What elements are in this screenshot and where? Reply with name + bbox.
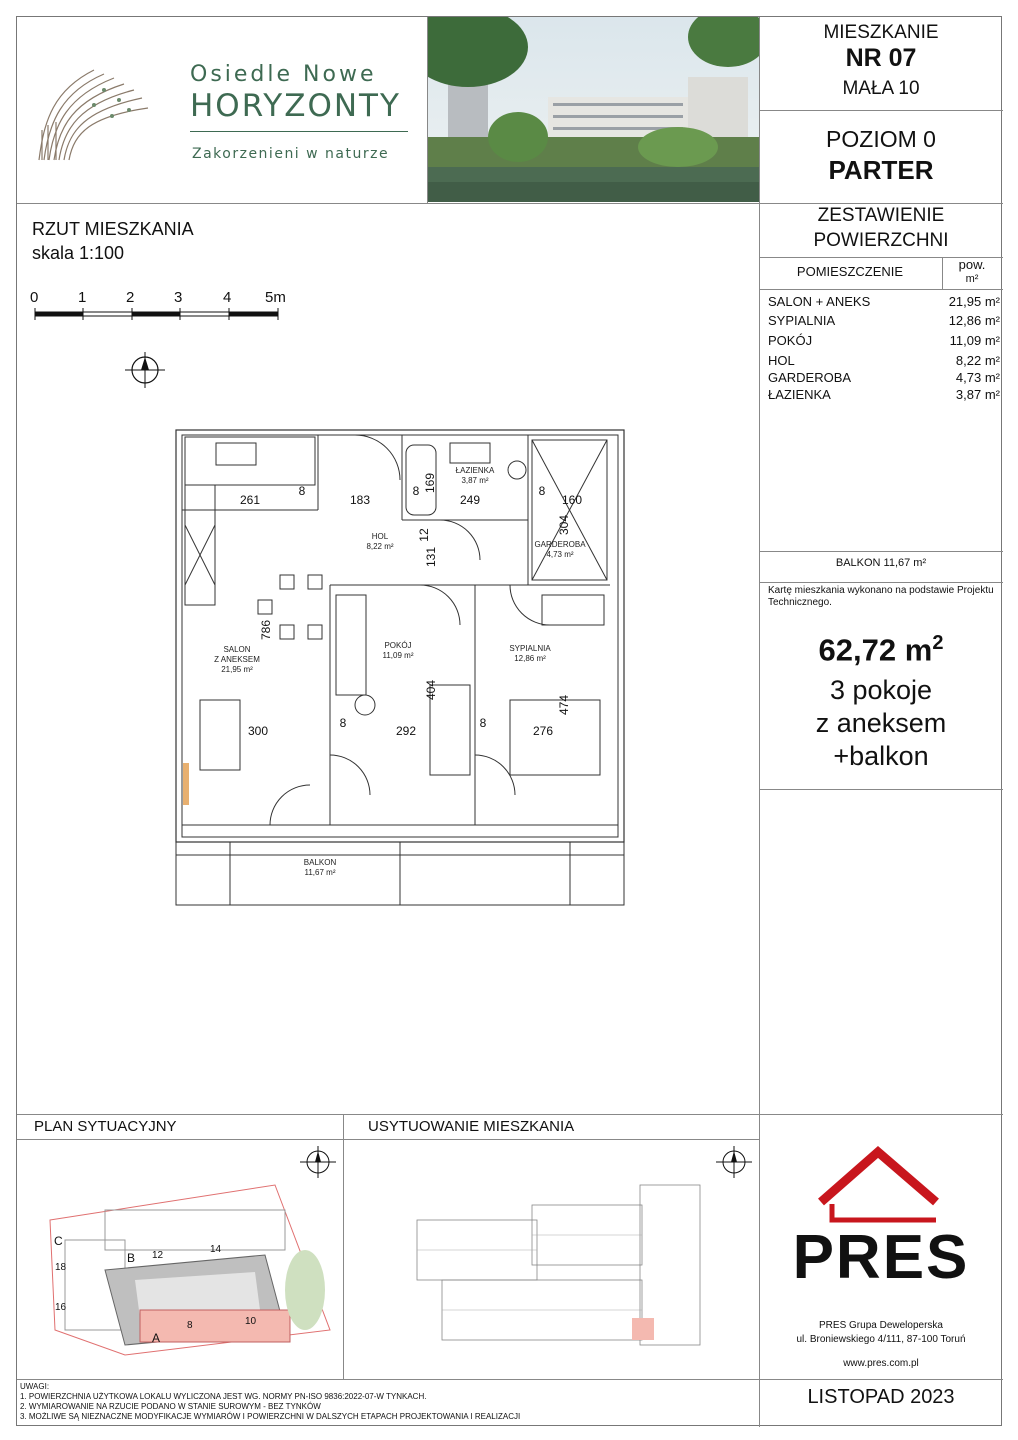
room-area-label: 11,09 m² bbox=[382, 651, 414, 660]
room-name: GARDEROBA bbox=[768, 370, 852, 385]
room-area: 4,73 m² bbox=[955, 370, 1000, 385]
dimension-label: 474 bbox=[557, 694, 571, 716]
note-item: 3. MOŻLIWE SĄ NIEZNACZNE MODYFIKACJE WYMIARÓW I POWIERZCHNI W DALSZYCH ETAPACH PROJEKTOWANIA I REALIZACJI bbox=[20, 1412, 521, 1421]
areas-title-line2: POWIERZCHNI bbox=[813, 230, 949, 251]
apartment-location-plan bbox=[412, 1180, 712, 1350]
divider bbox=[759, 110, 1003, 111]
dimension-label: 292 bbox=[395, 724, 417, 738]
scale-tick-label: 3 bbox=[174, 289, 183, 306]
floor-plan bbox=[170, 425, 630, 910]
dimension-label: 8 bbox=[339, 716, 347, 730]
divider bbox=[759, 203, 1003, 204]
notes-title: UWAGI: bbox=[20, 1382, 50, 1391]
column-area-header: pow. bbox=[958, 257, 986, 272]
room-name: SYPIALNIA bbox=[768, 313, 836, 328]
plan-title: RZUT MIESZKANIA bbox=[32, 219, 194, 239]
situation-plan-map bbox=[45, 1180, 335, 1360]
building-label: C bbox=[54, 1234, 63, 1248]
column-room-header: POMIESZCZENIE bbox=[796, 264, 904, 279]
north-arrow-icon bbox=[125, 352, 165, 388]
dimension-label: 261 bbox=[239, 493, 261, 507]
plan-outer-wall bbox=[176, 430, 624, 842]
tree-logo-icon bbox=[34, 60, 154, 165]
logo-underline bbox=[190, 131, 408, 132]
room-area-label: 3,87 m² bbox=[461, 476, 489, 485]
divider bbox=[759, 582, 1003, 583]
room-area-label: 21,95 m² bbox=[221, 665, 253, 674]
dimension-label: 169 bbox=[423, 472, 437, 494]
divider bbox=[759, 289, 1003, 290]
building-label: 16 bbox=[55, 1302, 67, 1313]
dimension-label: 8 bbox=[479, 716, 487, 730]
dimension-label: 304 bbox=[557, 514, 571, 536]
areas-title-line1: ZESTAWIENIE bbox=[817, 205, 945, 226]
pres-wordmark: PRES bbox=[792, 1223, 970, 1292]
building-label: 14 bbox=[210, 1244, 222, 1255]
note-item: 2. WYMIAROWANIE NA RZUCIE PODANO W STANIE SUROWYM - BEZ TYNKÓW bbox=[20, 1402, 321, 1411]
apartment-street: MAŁA 10 bbox=[842, 78, 920, 99]
room-name-label: SYPIALNIA bbox=[509, 644, 551, 653]
scale-tick-label: 2 bbox=[126, 289, 135, 306]
total-superscript: 2 bbox=[932, 632, 944, 654]
rooms-summary-line2: z aneksem bbox=[815, 708, 947, 738]
room-area: 21,95 m² bbox=[948, 294, 1000, 309]
rooms-summary-line3: +balkon bbox=[833, 741, 929, 771]
room-name-label: BALKON bbox=[303, 858, 337, 867]
dimension-label: 183 bbox=[349, 493, 371, 507]
divider bbox=[17, 1139, 759, 1140]
building-label: A bbox=[152, 1331, 161, 1345]
header-divider bbox=[17, 203, 759, 204]
scale-tick-label: 5m bbox=[265, 289, 286, 306]
footer-divider bbox=[17, 1114, 1003, 1115]
room-area: 3,87 m² bbox=[955, 387, 1000, 402]
building-label: B bbox=[127, 1251, 136, 1265]
scale-bar-graphic bbox=[32, 308, 282, 322]
room-area-label: 12,86 m² bbox=[514, 654, 546, 663]
north-arrow-icon bbox=[716, 1146, 752, 1178]
divider bbox=[17, 1379, 1003, 1380]
dimension-label: 8 bbox=[538, 484, 546, 498]
dimension-label: 131 bbox=[424, 546, 438, 568]
divider bbox=[759, 789, 1003, 790]
room-name-label: ŁAZIENKA bbox=[455, 466, 495, 475]
building-label: 10 bbox=[245, 1316, 257, 1327]
apartment-label: MIESZKANIE bbox=[823, 22, 939, 43]
logo-tagline: Zakorzenieni w naturze bbox=[192, 146, 390, 162]
location-title: USYTUOWANIE MIESZKANIA bbox=[368, 1118, 575, 1135]
rooms-summary-line1: 3 pokoje bbox=[829, 675, 933, 705]
total-value: 62,72 m bbox=[818, 632, 933, 668]
dimension-label: 12 bbox=[417, 528, 431, 542]
dimension-label: 786 bbox=[259, 619, 273, 641]
logo-line2: HORYZONTY bbox=[190, 88, 401, 124]
level-label: POZIOM 0 bbox=[826, 126, 936, 152]
dimension-label: 160 bbox=[561, 493, 583, 507]
logo-line1: Osiedle Nowe bbox=[190, 62, 377, 87]
apartment-number: NR 07 bbox=[845, 44, 917, 72]
room-name-label: GARDEROBA bbox=[534, 540, 586, 549]
room-name-label: POKÓJ bbox=[384, 641, 412, 650]
scale-tick-label: 1 bbox=[78, 289, 87, 306]
building-label: 12 bbox=[152, 1250, 164, 1261]
dimension-label: 276 bbox=[532, 724, 554, 738]
note-text: Kartę mieszkania wykonano na podstawie Projektu Technicznego. bbox=[768, 585, 994, 608]
room-name: HOL bbox=[768, 353, 795, 368]
company-name: PRES Grupa Deweloperska bbox=[819, 1320, 943, 1331]
dimension-label: 8 bbox=[298, 484, 306, 498]
room-area: 8,22 m² bbox=[955, 353, 1000, 368]
company-address: ul. Broniewskiego 4/111, 87-100 Toruń bbox=[796, 1334, 966, 1345]
room-name: ŁAZIENKA bbox=[768, 387, 831, 402]
room-area-label: 4,73 m² bbox=[546, 550, 574, 559]
room-area-label: 8,22 m² bbox=[366, 542, 394, 551]
north-arrow-icon bbox=[300, 1146, 336, 1178]
room-name: SALON + ANEKS bbox=[768, 294, 871, 309]
room-area: 12,86 m² bbox=[948, 313, 1000, 328]
note-item: 1. POWIERZCHNIA UŻYTKOWA LOKALU WYLICZONA JEST WG. NORMY PN-ISO 9836:2022-07-W TYNKACH. bbox=[20, 1392, 427, 1401]
plan-scale: skala 1:100 bbox=[32, 243, 125, 263]
divider bbox=[343, 1114, 344, 1379]
divider bbox=[759, 551, 1003, 552]
total-area bbox=[759, 632, 1003, 668]
floor-label: PARTER bbox=[828, 155, 934, 185]
dimension-label: 404 bbox=[424, 679, 438, 701]
situation-plan-title: PLAN SYTUACYJNY bbox=[34, 1118, 177, 1135]
balcony-area: BALKON 11,67 m² bbox=[835, 557, 927, 569]
dimension-label: 249 bbox=[459, 493, 481, 507]
room-name-label: Z ANEKSEM bbox=[214, 655, 260, 664]
room-name: POKÓJ bbox=[768, 333, 813, 348]
room-area-label: 11,67 m² bbox=[304, 868, 336, 877]
company-url[interactable]: www.pres.com.pl bbox=[843, 1358, 919, 1369]
building-label: 8 bbox=[187, 1320, 193, 1331]
building-render-image bbox=[428, 17, 759, 202]
dimension-label: 8 bbox=[412, 484, 420, 498]
dimension-label: 300 bbox=[247, 724, 269, 738]
scale-tick-label: 0 bbox=[30, 289, 39, 306]
column-area-unit: m² bbox=[965, 273, 979, 285]
room-name-label: HOL bbox=[371, 532, 389, 541]
document-date: LISTOPAD 2023 bbox=[807, 1386, 955, 1408]
scale-tick-label: 4 bbox=[223, 289, 232, 306]
room-area: 11,09 m² bbox=[949, 333, 1000, 348]
room-name-label: SALON bbox=[223, 645, 251, 654]
building-label: 18 bbox=[55, 1262, 67, 1273]
